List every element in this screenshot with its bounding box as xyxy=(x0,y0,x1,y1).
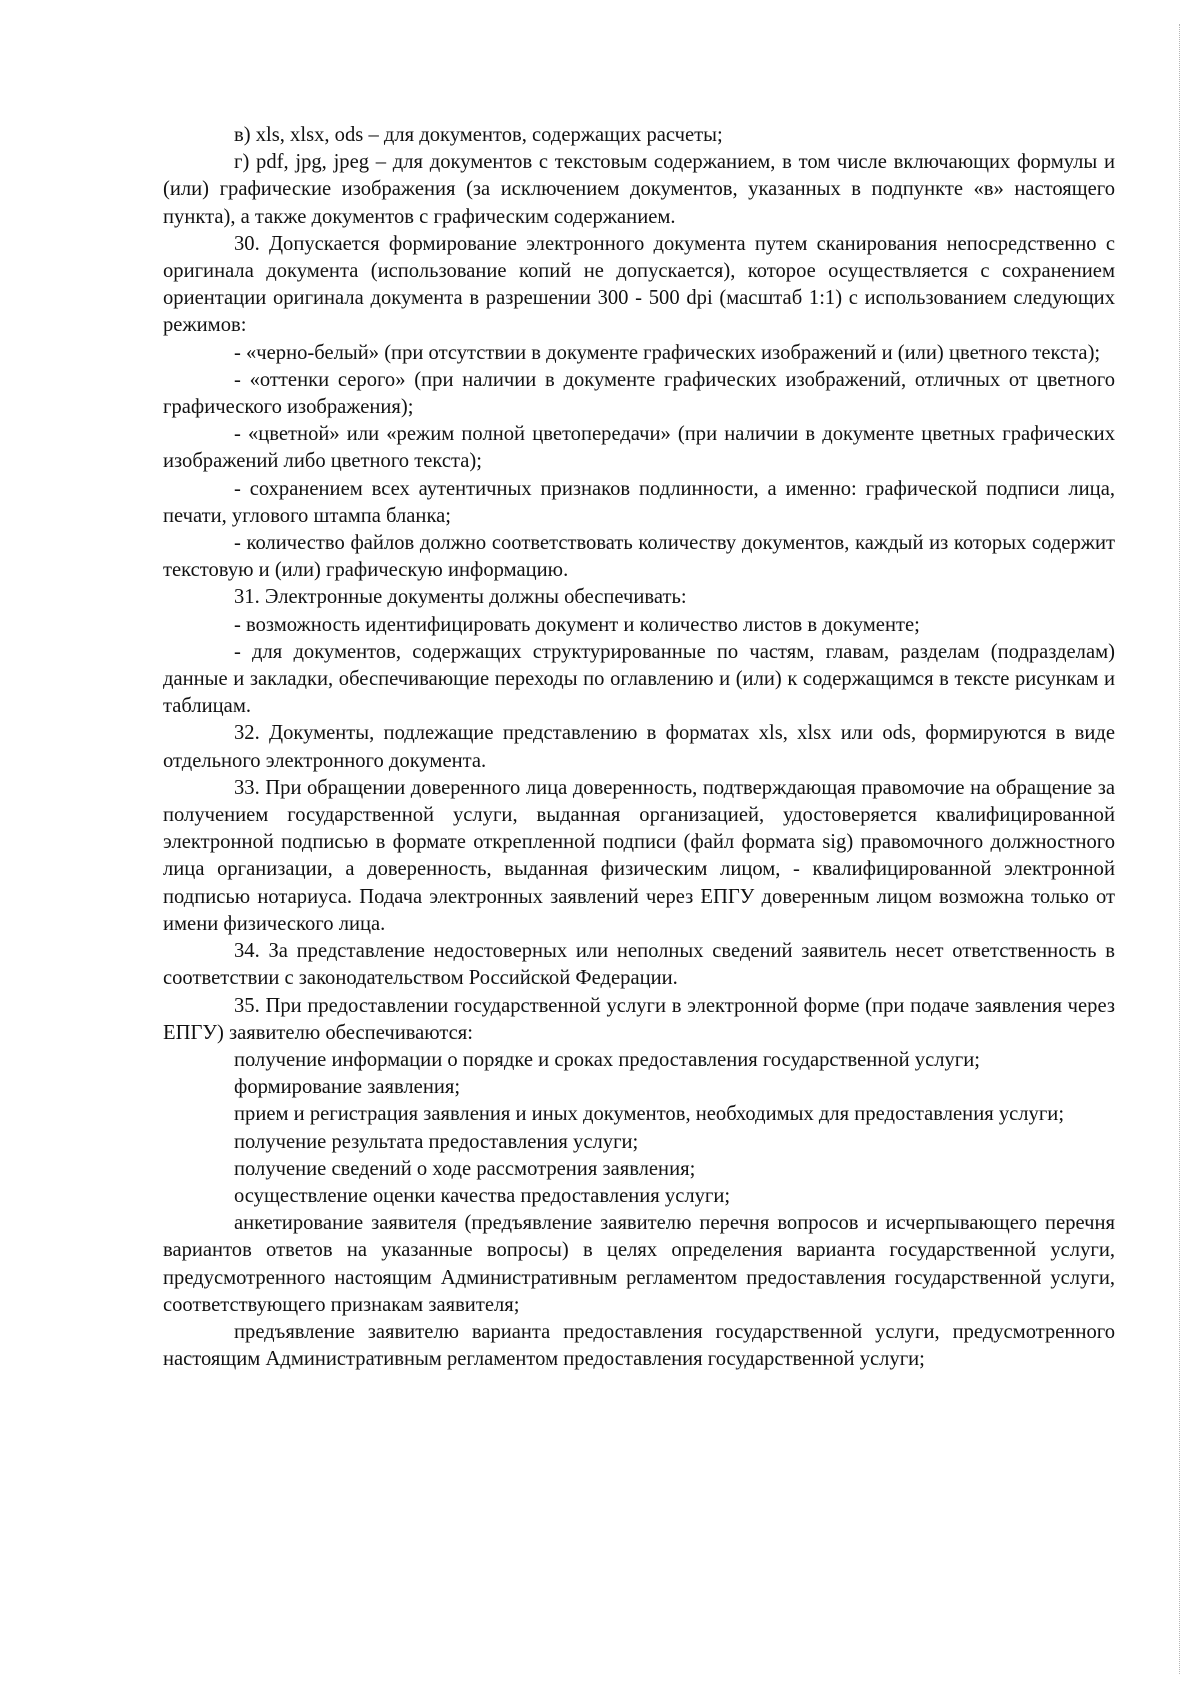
list-item-survey: анкетирование заявителя (предъявление заявителю перечня вопросов и исчерпывающего перечня вариантов ответов на указанные вопросы) в целях определения варианта государственной услуги, предусмотренного настоящим Административным регламентом предоставления государственной услуги, соответствующего признакам заявителя; xyxy=(163,1212,1115,1316)
paragraph-33: 33. При обращении доверенного лица доверенность, подтверждающая правомочие на обращение за получением государственной услуги, выданная организацией, удостоверяется квалифицированной электронной подписью в формате открепленной подписи (файл формата sig) правомочного должностного лица организации, а доверенность, выданная физическим лицом, - квалифицированной электронной подписью нотариуса. Подача электронных заявлений через ЕПГУ доверенным лицом возможна только от имени физического лица. xyxy=(163,776,1115,935)
list-item-structured: - для документов, содержащих структурированные по частям, главам, разделам (подразделам) данные и закладки, обеспечивающие переходы по оглавлению и (или) к содержащимся в тексте рисункам и таблицам. xyxy=(163,640,1115,718)
list-item-info: получение информации о порядке и сроках предоставления государственной услуги; xyxy=(234,1048,980,1071)
paragraph-32: 32. Документы, подлежащие представлению в форматах xls, xlsx или ods, формируются в виде отдельного электронного документа. xyxy=(163,722,1115,772)
list-item-color-mode: - «цветной» или «режим полной цветопередачи» (при наличии в документе цветных графических изображений либо цветного текста); xyxy=(163,423,1115,473)
list-item-bw-mode: - «черно-белый» (при отсутствии в документе графических изображений и (или) цветного текста); xyxy=(234,341,1101,364)
list-item-variant: предъявление заявителю варианта предоставления государственной услуги, предусмотренного настоящим Административным регламентом предоставления государственной услуги; xyxy=(163,1320,1115,1371)
list-item-authenticity: - сохранением всех аутентичных признаков подлинности, а именно: графической подписи лица, печати, углового штампа бланка; xyxy=(163,477,1115,527)
paragraph-31: 31. Электронные документы должны обеспечивать: xyxy=(234,586,687,609)
paragraph-item-v: в) xls, xlsx, ods – для документов, содержащих расчеты; xyxy=(234,124,723,146)
paragraph-item-g: г) pdf, jpg, jpeg – для документов с текстовым содержанием, в том числе включающих формулы и (или) графические изображения (за исключением документов, указанных в подпункте «в» настоящего пункта), а также документов с графическим содержанием. xyxy=(163,151,1115,228)
document-body xyxy=(163,122,1115,1373)
list-item-status: получение сведений о ходе рассмотрения заявления; xyxy=(234,1157,696,1180)
list-item-file-count: - количество файлов должно соответствовать количеству документов, каждый из которых содержит текстовую и (или) графическую информацию. xyxy=(163,532,1115,582)
list-item-form: формирование заявления; xyxy=(234,1076,461,1099)
list-item-grayscale-mode: - «оттенки серого» (при наличии в документе графических изображений, отличных от цветного графического изображения); xyxy=(163,368,1115,419)
paragraph-30: 30. Допускается формирование электронного документа путем сканирования непосредственно с оригинала документа (использование копий не допускается), которое осуществляется с сохранением ориентации оригинала документа в разрешении 300 - 500 dpi (масштаб 1:1) с использованием следующих режимов: xyxy=(163,232,1115,337)
page-edge-divider xyxy=(1179,24,1180,1674)
list-item-quality: осуществление оценки качества предоставления услуги; xyxy=(234,1184,731,1207)
paragraph-34: 34. За представление недостоверных или неполных сведений заявитель несет ответственность в соответствии с законодательством Российской Федерации. xyxy=(163,940,1115,990)
list-item-identify: - возможность идентифицировать документ и количество листов в документе; xyxy=(234,613,920,636)
list-item-result: получение результата предоставления услуги; xyxy=(234,1130,639,1153)
list-item-registration: прием и регистрация заявления и иных документов, необходимых для предоставления услуги; xyxy=(234,1103,1065,1126)
paragraph-35: 35. При предоставлении государственной услуги в электронной форме (при подаче заявления через ЕПГУ) заявителю обеспечиваются: xyxy=(163,994,1115,1044)
